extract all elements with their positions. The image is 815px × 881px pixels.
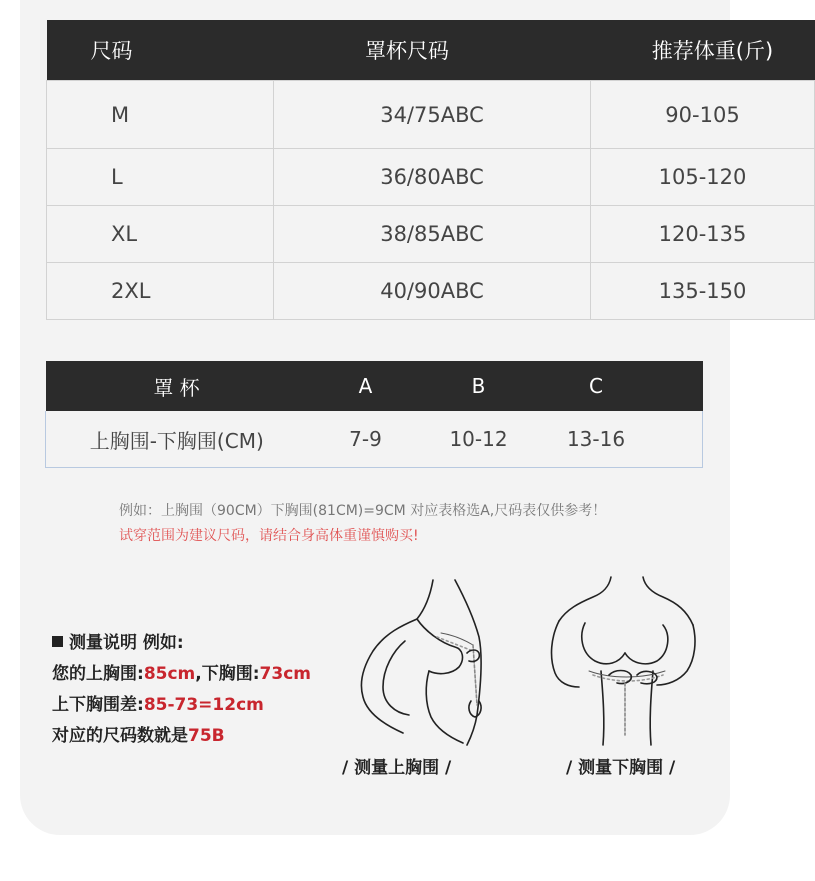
measure-title: 测量说明 例如: [69, 633, 184, 653]
cell-cup-size: 36/80ABC [274, 149, 591, 206]
header-cup-a: A [308, 361, 424, 411]
cell-cup-b: 10-12 [424, 411, 534, 468]
cell-cup-a: 7-9 [308, 411, 424, 468]
cell-diff-label: 上胸围-下胸围(CM) [46, 411, 308, 468]
table-row [46, 411, 703, 468]
cell-size: 2XL [47, 263, 274, 320]
upper-lower-line [52, 659, 311, 690]
upper-bust-illustration [345, 575, 495, 745]
example-note: 例如：上胸围（90CM）下胸围(81CM)=9CM 对应表格选A,尺码表仅供参考！ [119, 503, 607, 519]
result-label: 对应的尺码数就是 [52, 726, 188, 746]
cell-cup-size: 38/85ABC [274, 206, 591, 263]
size-table-header [47, 20, 815, 81]
table-row [47, 81, 815, 149]
cell-size: XL [47, 206, 274, 263]
result-line [52, 721, 311, 752]
lower-value: 73cm [259, 664, 311, 684]
size-chart-table [46, 20, 815, 320]
upper-label: 您的上胸围: [52, 664, 144, 684]
header-size: 尺码 [47, 20, 274, 81]
cell-weight: 120-135 [591, 206, 815, 263]
result-value: 75B [188, 726, 225, 746]
diff-label: 上下胸围差: [52, 695, 144, 715]
table-row [47, 149, 815, 206]
table-row [47, 206, 815, 263]
measure-instructions [52, 628, 311, 752]
cup-table-header [46, 361, 703, 411]
cell-cup-c: 13-16 [534, 411, 659, 468]
diff-line [52, 690, 311, 721]
header-cup-size: 罩杯尺码 [274, 20, 591, 81]
cell-spacer [659, 411, 703, 468]
cell-weight: 105-120 [591, 149, 815, 206]
lower-bust-illustration [545, 575, 705, 745]
lower-label: ,下胸围: [195, 664, 260, 684]
cup-chart-table [45, 361, 703, 468]
square-bullet-icon [52, 636, 63, 647]
measure-title-line [52, 628, 311, 659]
header-cup-c: C [534, 361, 659, 411]
cell-size: M [47, 81, 274, 149]
header-cup-b: B [424, 361, 534, 411]
cell-cup-size: 40/90ABC [274, 263, 591, 320]
warning-note: 试穿范围为建议尺码，请结合身高体重谨慎购买! [119, 528, 419, 544]
upper-value: 85cm [143, 664, 196, 684]
caption-lower-bust: / 测量下胸围 / [566, 758, 676, 778]
table-row [47, 263, 815, 320]
cell-weight: 90-105 [591, 81, 815, 149]
cell-weight: 135-150 [591, 263, 815, 320]
header-cup: 罩 杯 [46, 361, 308, 411]
caption-upper-bust: / 测量上胸围 / [342, 758, 452, 778]
cell-cup-size: 34/75ABC [274, 81, 591, 149]
header-spacer [659, 361, 703, 411]
diff-value: 85-73=12cm [143, 695, 264, 715]
cell-size: L [47, 149, 274, 206]
header-weight: 推荐体重(斤) [591, 20, 815, 81]
